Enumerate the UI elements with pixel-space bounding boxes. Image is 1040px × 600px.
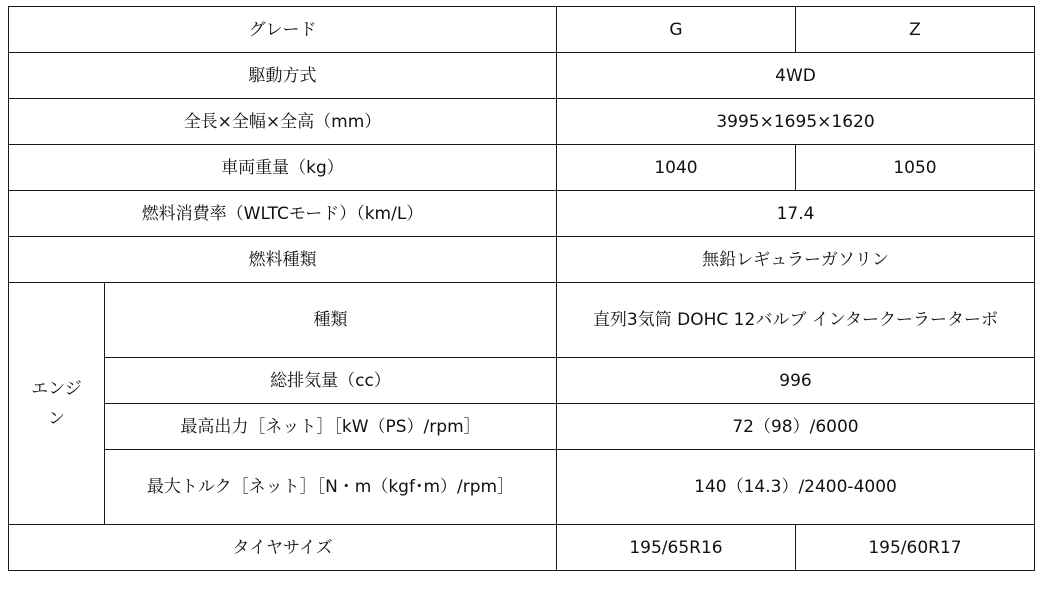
weight-label: 車両重量（kg） xyxy=(9,145,557,191)
engine-label: エンジン xyxy=(9,283,105,525)
table-row xyxy=(9,404,1035,450)
table-row xyxy=(9,99,1035,145)
drive-value: 4WD xyxy=(557,53,1035,99)
max-power-label: 最高出力［ネット］［kW（PS）/rpm］ xyxy=(105,404,557,450)
engine-type-label: 種類 xyxy=(105,283,557,358)
tire-g: 195/65R16 xyxy=(557,525,796,571)
grade-z: Z xyxy=(796,7,1035,53)
displacement-value: 996 xyxy=(557,358,1035,404)
fuel-type-value: 無鉛レギュラーガソリン xyxy=(557,237,1035,283)
weight-g: 1040 xyxy=(557,145,796,191)
engine-type-value: 直列3気筒 DOHC 12バルブ インタークーラーターボ xyxy=(557,283,1035,358)
table-row xyxy=(9,53,1035,99)
tire-label: タイヤサイズ xyxy=(9,525,557,571)
table-row xyxy=(9,7,1035,53)
drive-label: 駆動方式 xyxy=(9,53,557,99)
dimensions-label: 全長×全幅×全高（mm） xyxy=(9,99,557,145)
spec-table xyxy=(8,6,1035,571)
table-row xyxy=(9,283,1035,358)
max-torque-value: 140（14.3）/2400-4000 xyxy=(557,450,1035,525)
grade-label: グレード xyxy=(9,7,557,53)
table-row xyxy=(9,145,1035,191)
table-row xyxy=(9,358,1035,404)
table-row xyxy=(9,237,1035,283)
fuel-economy-label: 燃料消費率（WLTCモード）（km/L） xyxy=(9,191,557,237)
table-row xyxy=(9,525,1035,571)
table-row xyxy=(9,191,1035,237)
table-row xyxy=(9,450,1035,525)
grade-g: G xyxy=(557,7,796,53)
max-torque-label: 最大トルク［ネット］［N・m（kgf･m）/rpm］ xyxy=(105,450,557,525)
dimensions-value: 3995×1695×1620 xyxy=(557,99,1035,145)
tire-z: 195/60R17 xyxy=(796,525,1035,571)
max-power-value: 72（98）/6000 xyxy=(557,404,1035,450)
fuel-type-label: 燃料種類 xyxy=(9,237,557,283)
weight-z: 1050 xyxy=(796,145,1035,191)
displacement-label: 総排気量（cc） xyxy=(105,358,557,404)
fuel-economy-value: 17.4 xyxy=(557,191,1035,237)
